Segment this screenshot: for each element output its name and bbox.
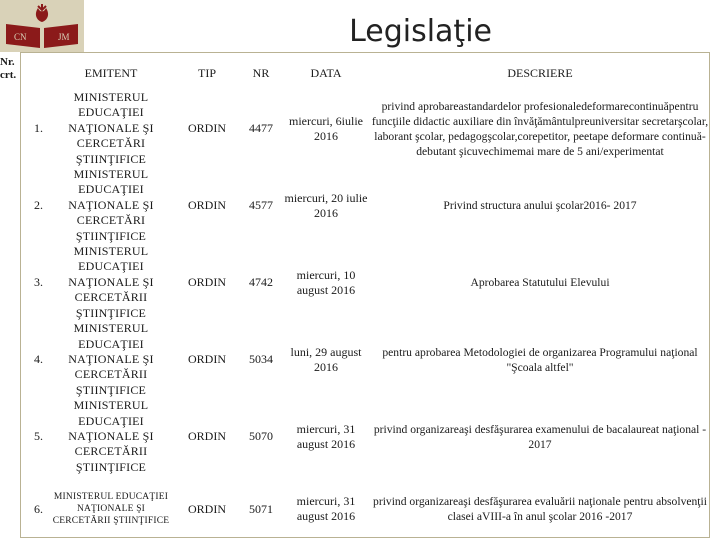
header-emitent: EMITENT <box>84 65 138 80</box>
header-data: DATA <box>310 65 342 80</box>
table-row <box>20 321 710 398</box>
row-descriere: privind aprobareastandardelor profesionaledeformarecontinuăpentru funcţiile didactic auxiliare din învăţământulpreuniversitar secretarşcolar, laborant şcolar, pedagogşcolar,corepetitor, peetape deformare continuă- debutant şicuvechimemai mare de 5 ani/experimentat <box>371 99 709 158</box>
table-row <box>20 90 710 167</box>
row-data: miercuri, 6iulie 2016 <box>289 113 363 143</box>
header-descriere: DESCRIERE <box>507 65 573 80</box>
row-nr: 5034 <box>249 352 273 367</box>
table-row <box>20 244 710 321</box>
table-header-row <box>20 56 710 90</box>
row-tip: ORDIN <box>188 198 226 213</box>
row-tip: ORDIN <box>188 501 226 516</box>
row-emitent: MINISTERUL EDUCAŢIEI NAŢIONALE ŞI CERCETĂRII ŞTIINŢIFICE <box>68 321 154 397</box>
page-title: Legislaţie <box>349 14 492 49</box>
row-emitent: MINISTERUL EDUCAŢIEI NAŢIONALE ŞI CERCETĂRII ŞTIINŢIFICE <box>68 398 154 474</box>
logo-right-text: JM <box>58 32 70 42</box>
row-tip: ORDIN <box>188 121 226 136</box>
row-nr: 5071 <box>249 501 273 516</box>
row-emitent: MINISTERUL EDUCAŢIEI NAŢIONALE ŞI CERCETĂRI ŞTIINŢIFICE <box>68 90 154 166</box>
row-data: miercuri, 20 iulie 2016 <box>284 190 368 220</box>
header-nr-col: NR <box>252 65 270 80</box>
row-index: 5. <box>34 429 43 444</box>
row-nr: 5070 <box>249 429 273 444</box>
row-tip: ORDIN <box>188 275 226 290</box>
row-tip: ORDIN <box>188 352 226 367</box>
row-index: 2. <box>34 198 43 213</box>
row-nr: 4742 <box>249 275 273 290</box>
row-nr: 4477 <box>249 121 273 136</box>
row-data: miercuri, 10 august 2016 <box>296 267 356 297</box>
row-descriere: privind organizareaşi desfăşurarea evaluării naţionale pentru absolvenţii clasei aVIII-a în anul şcolar 2016 -2017 <box>373 495 707 524</box>
row-descriere: pentru aprobarea Metodologiei de organizarea Programului naţional "Şcoala altfel" <box>382 345 698 374</box>
row-emitent: MINISTERUL EDUCAŢIEI NAŢIONALE ŞI CERCETĂRII ŞTIINŢIFICE <box>52 492 170 527</box>
table-row <box>20 398 710 475</box>
table-row <box>20 167 710 244</box>
row-index: 6. <box>34 501 43 516</box>
header-nr: Nr. crt. <box>0 56 17 81</box>
legislation-table <box>0 56 710 543</box>
row-tip: ORDIN <box>188 429 226 444</box>
row-index: 1. <box>34 121 43 136</box>
row-index: 3. <box>34 275 43 290</box>
logo-left-text: CN <box>14 32 27 42</box>
row-index: 4. <box>34 352 43 367</box>
row-data: miercuri, 31 august 2016 <box>296 494 356 524</box>
row-descriere: Aprobarea Statutului Elevului <box>470 276 610 290</box>
row-emitent: MINISTERUL EDUCAŢIEI NAŢIONALE ŞI CERCETĂRI ŞTIINŢIFICE <box>68 167 154 243</box>
row-nr: 4577 <box>249 198 273 213</box>
row-data: luni, 29 august 2016 <box>290 344 362 374</box>
header-tip: TIP <box>198 65 216 80</box>
table-row <box>20 475 710 543</box>
row-emitent: MINISTERUL EDUCAŢIEI NAŢIONALE ŞI CERCETĂRII ŞTIINŢIFICE <box>68 244 154 320</box>
row-descriere: privind organizareaşi desfăşurarea examenului de bacalaureat naţional - 2017 <box>373 422 707 451</box>
row-descriere: Privind structura anului şcolar2016- 2017 <box>443 199 637 213</box>
row-data: miercuri, 31 august 2016 <box>296 421 356 451</box>
